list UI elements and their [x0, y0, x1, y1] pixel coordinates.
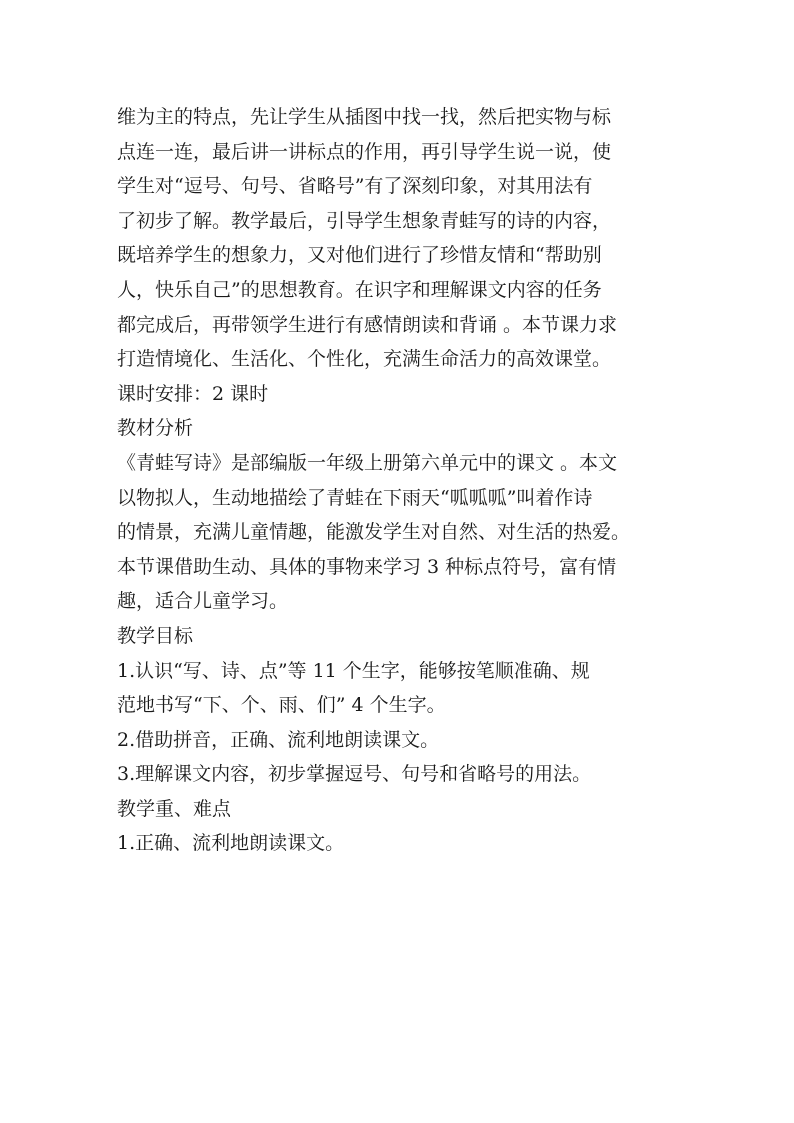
class-hours-line: 课时安排：2 课时 — [117, 382, 269, 405]
paragraph-line: 都完成后，再带领学生进行有感情朗读和背诵 。本节课力求 — [117, 313, 618, 336]
paragraph-line: 打造情境化、生活化、个性化，充满生命活力的高效课堂。 — [117, 348, 612, 371]
paragraph-line: 维为主的特点，先让学生从插图中找一找，然后把实物与标 — [117, 106, 612, 128]
paragraph-line: 学生对“逗号、句号、省略号”有了深刻印象，对其用法有 — [117, 175, 593, 198]
key-point-item: 1.正确、流利地朗读课文。 — [117, 832, 345, 855]
paragraph-line: 既培养学生的想象力，又对他们进行了珍惜友情和“帮助别 — [117, 244, 602, 267]
section-heading-textbook-analysis: 教材分析 — [117, 417, 194, 440]
goal-item-continued: 范地书写“下、个、雨、们” 4 个生字。 — [117, 694, 446, 717]
paragraph-line: 本节课借助生动、具体的事物来学习 3 种标点符号，富有情 — [117, 555, 617, 578]
paragraph-line: 了初步了解。教学最后，引导学生想象青蛙写的诗的内容， — [117, 209, 612, 232]
goal-item: 1.认识“写、诗、点”等 11 个生字，能够按笔顺准确、规 — [117, 659, 590, 682]
paragraph-line: 的情景，充满儿童情趣，能激发学生对自然、对生活的热爱。 — [117, 521, 631, 544]
goal-item: 3.理解课文内容，初步掌握逗号、句号和省略号的用法。 — [117, 763, 592, 786]
section-heading-teaching-goals: 教学目标 — [117, 624, 194, 647]
goal-item: 2.借助拼音，正确、流利地朗读课文。 — [117, 728, 440, 751]
paragraph-line: 以物拟人，生动地描绘了青蛙在下雨天“呱呱呱”叫着作诗 — [117, 486, 593, 509]
paragraph-line: 《青蛙写诗》是部编版一年级上册第六单元中的课文 。本文 — [117, 451, 618, 474]
document-body — [117, 100, 687, 861]
paragraph-line: 人，快乐自己”的思想教育。在识字和理解课文内容的任务 — [117, 278, 602, 301]
paragraph-line: 趣，适合儿童学习。 — [117, 590, 289, 613]
paragraph-line: 点连一连，最后讲一讲标点的作用，再引导学生说一说，使 — [117, 140, 612, 163]
section-heading-key-points: 教学重、难点 — [117, 797, 232, 820]
